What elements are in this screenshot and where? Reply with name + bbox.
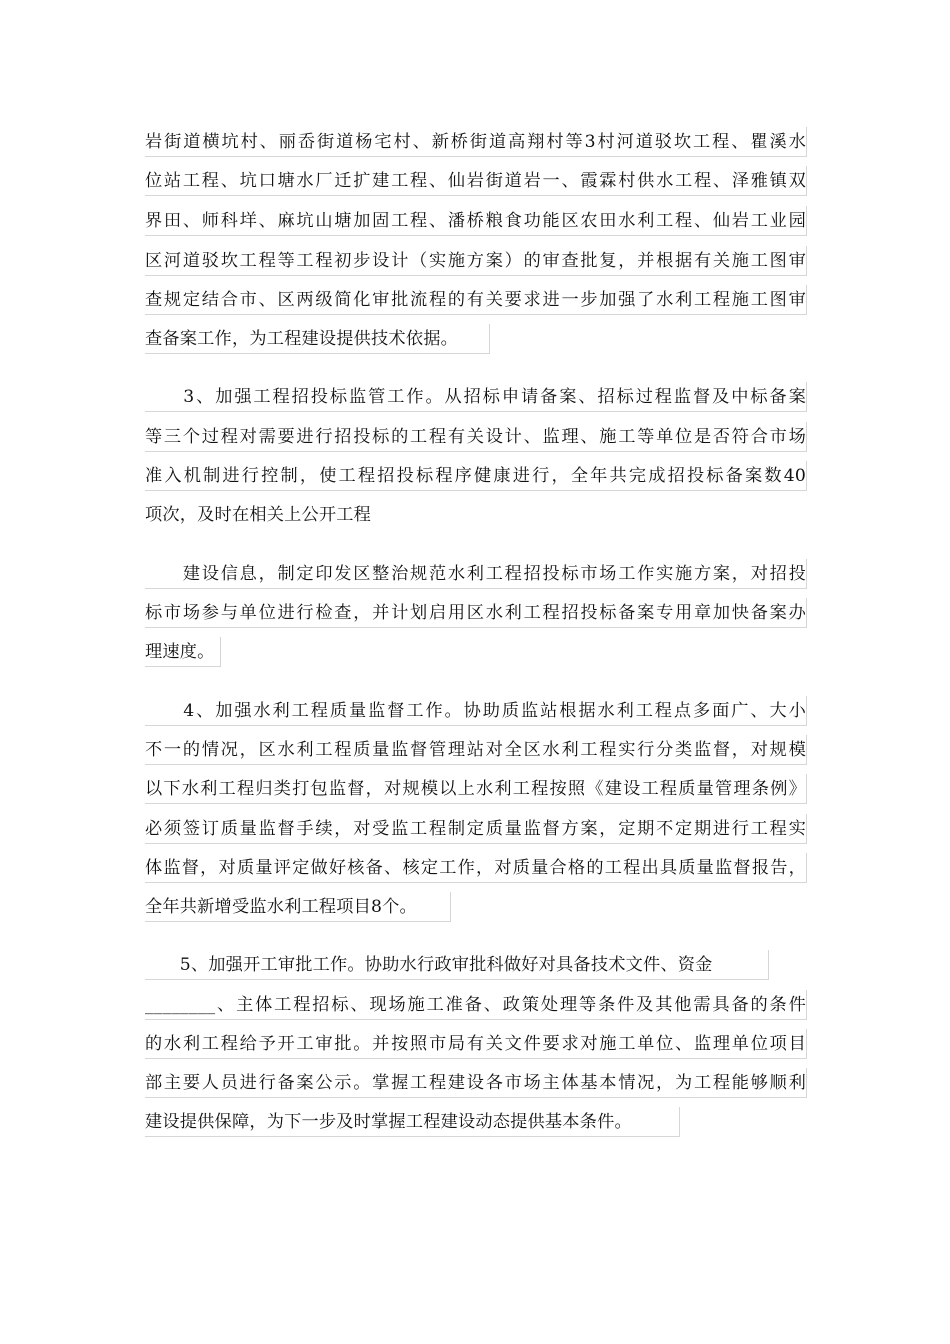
text-line: 5、加强开工审批工作。协助水行政审批科做好对具备技术文件、资金 (145, 950, 769, 980)
text-line: 不一的情况，区水利工程质量监督管理站对全区水利工程实行分类监督，对规模 (145, 735, 807, 765)
text-line: 建设提供保障，为下一步及时掌握工程建设动态提供基本条件。 (145, 1107, 680, 1137)
text-line: ________、主体工程招标、现场施工准备、政策处理等条件及其他需具备的条件 (145, 990, 807, 1020)
text-line: 必须签订质量监督手续，对受监工程制定质量监督方案，定期不定期进行工程实 (145, 814, 807, 844)
text-line: 4、加强水利工程质量监督工作。协助质监站根据水利工程点多面广、大小 (145, 696, 807, 726)
text-line: 建设信息，制定印发区整治规范水利工程招投标市场工作实施方案，对招投 (145, 559, 807, 589)
text-line: 查备案工作，为工程建设提供技术依据。 (145, 324, 490, 354)
text-line: 的水利工程给予开工审批。并按照市局有关文件要求对施工单位、监理单位项目 (145, 1029, 807, 1059)
text-line: 界田、师科垟、麻坑山塘加固工程、潘桥粮食功能区农田水利工程、仙岩工业园 (145, 206, 807, 236)
text-line: 体监督，对质量评定做好核备、核定工作，对质量合格的工程出具质量监督报告， (145, 853, 807, 883)
text-line: 以下水利工程归类打包监督，对规模以上水利工程按照《建设工程质量管理条例》 (145, 774, 807, 804)
text-line: 区河道驳坎工程等工程初步设计（实施方案）的审查批复，并根据有关施工图审 (145, 246, 807, 276)
text-line: 3、加强工程招投标监管工作。从招标申请备案、招标过程监督及中标备案 (145, 382, 807, 412)
text-line: 部主要人员进行备案公示。掌握工程建设各市场主体基本情况，为工程能够顺利 (145, 1068, 807, 1098)
text-line: 岩街道横坑村、丽岙街道杨宅村、新桥街道高翔村等3村河道驳坎工程、瞿溪水 (145, 127, 807, 157)
text-line: 等三个过程对需要进行招投标的工程有关设计、监理、施工等单位是否符合市场 (145, 422, 807, 452)
text-line: 标市场参与单位进行检查，并计划启用区水利工程招投标备案专用章加快备案办 (145, 598, 807, 628)
text-line: 位站工程、坑口塘水厂迁扩建工程、仙岩街道岩一、霞霖村供水工程、泽雅镇双 (145, 166, 807, 196)
text-line: 全年共新增受监水利工程项目8个。 (145, 892, 451, 922)
text-line: 准入机制进行控制，使工程招投标程序健康进行，全年共完成招投标备案数40 (145, 461, 807, 491)
text-line: 项次，及时在相关上公开工程 (145, 505, 372, 525)
text-line: 查规定结合市、区两级简化审批流程的有关要求进一步加强了水利工程施工图审 (145, 285, 807, 315)
text-line: 理速度。 (145, 637, 221, 667)
